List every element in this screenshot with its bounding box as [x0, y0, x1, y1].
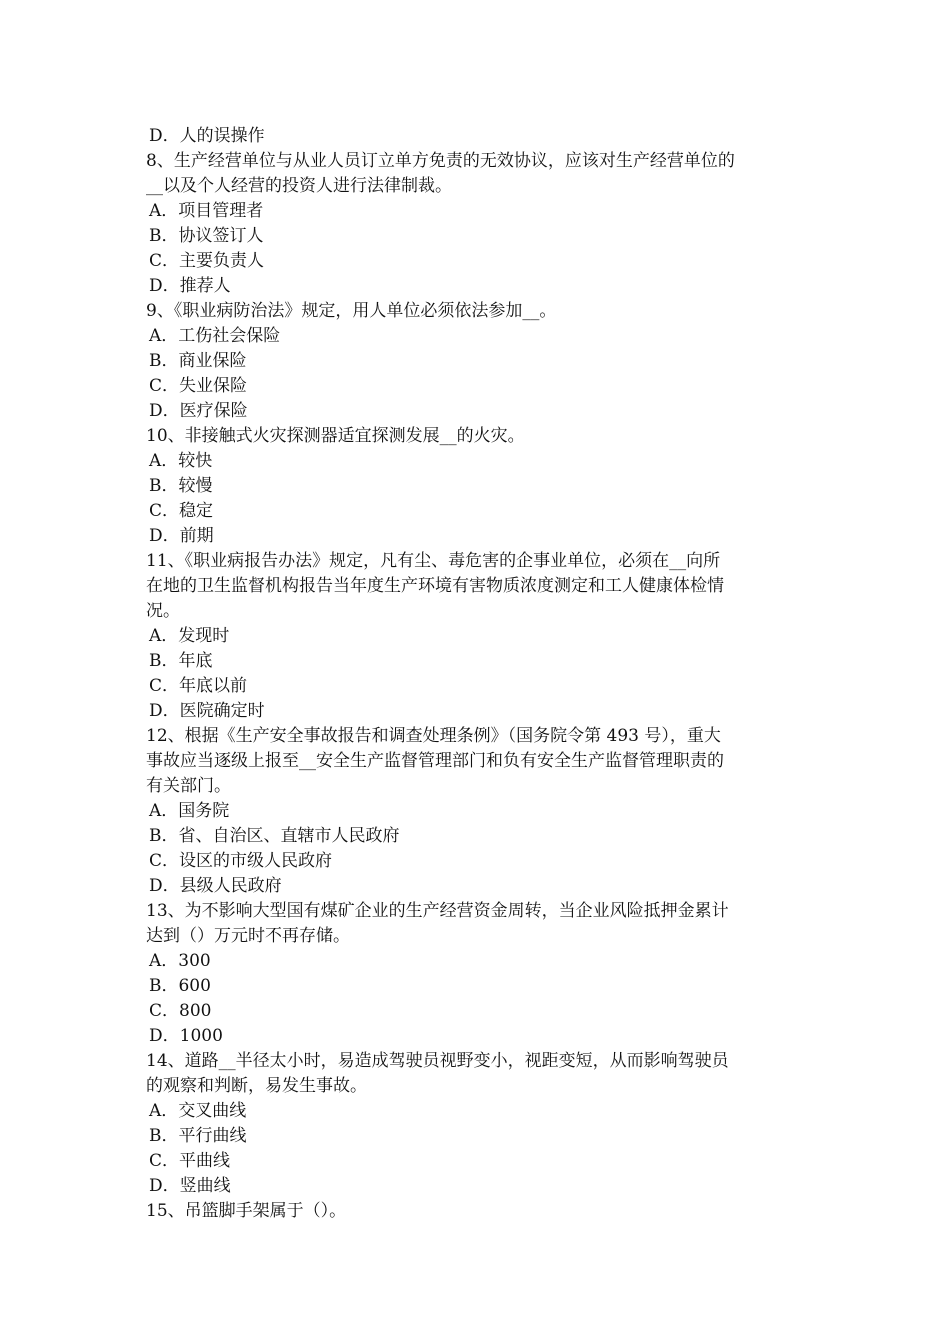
question-text: 13、为不影响大型国有煤矿企业的生产经营资金周转，当企业风险抵押金累计: [146, 901, 729, 921]
question-text: 的观察和判断，易发生事故。: [146, 1076, 367, 1096]
answer-option: C．主要负责人: [149, 251, 265, 271]
answer-option: D．1000: [149, 1026, 223, 1046]
question-text: 事故应当逐级上报至__安全生产监督管理部门和负有安全生产监督管理职责的: [146, 751, 724, 771]
question-text: 11、《职业病报告办法》规定，凡有尘、毒危害的企事业单位，必须在__向所: [146, 551, 721, 571]
question-text: 8、生产经营单位与从业人员订立单方免责的无效协议，应该对生产经营单位的: [146, 151, 735, 171]
answer-option: B．省、自治区、直辖市人民政府: [149, 826, 400, 846]
answer-option: D．前期: [149, 526, 214, 546]
document-body: [146, 124, 808, 1224]
answer-option: A．国务院: [149, 801, 230, 821]
answer-option: C．失业保险: [149, 376, 248, 396]
answer-option: B．协议签订人: [149, 226, 264, 246]
question-text: 10、非接触式火灾探测器适宜探测发展__的火灾。: [146, 426, 525, 446]
answer-option: B．较慢: [149, 476, 213, 496]
answer-option: A．交叉曲线: [149, 1101, 247, 1121]
answer-option: D．县级人民政府: [149, 876, 282, 896]
answer-option: C．平曲线: [149, 1151, 231, 1171]
answer-option: A．发现时: [149, 626, 230, 646]
answer-option: D．推荐人: [149, 276, 231, 296]
answer-option: A．项目管理者: [149, 201, 264, 221]
answer-option: B．平行曲线: [149, 1126, 247, 1146]
answer-option: A．工伤社会保险: [149, 326, 281, 346]
answer-option: D．医疗保险: [149, 401, 248, 421]
answer-option: C．稳定: [149, 501, 214, 521]
answer-option: A．300: [149, 951, 211, 971]
question-text: 在地的卫生监督机构报告当年度生产环境有害物质浓度测定和工人健康体检情: [146, 576, 724, 596]
question-text: 14、道路__半径太小时，易造成驾驶员视野变小，视距变短，从而影响驾驶员: [146, 1051, 729, 1071]
answer-option: C．设区的市级人民政府: [149, 851, 333, 871]
answer-option: A．较快: [149, 451, 213, 471]
answer-option: B．商业保险: [149, 351, 247, 371]
question-text: 9、《职业病防治法》规定，用人单位必须依法参加__。: [146, 301, 557, 321]
question-text: __以及个人经营的投资人进行法律制裁。: [146, 176, 452, 196]
answer-option: C．年底以前: [149, 676, 248, 696]
question-text: 况。: [146, 601, 180, 621]
answer-option: B．600: [149, 976, 211, 996]
answer-option: D．人的误操作: [149, 126, 265, 146]
answer-option: D．竖曲线: [149, 1176, 231, 1196]
answer-option: D．医院确定时: [149, 701, 265, 721]
question-text: 15、吊篮脚手架属于（）。: [146, 1201, 347, 1221]
question-text: 有关部门。: [146, 776, 231, 796]
answer-option: C．800: [149, 1001, 212, 1021]
answer-option: B．年底: [149, 651, 213, 671]
question-text: 12、根据《生产安全事故报告和调查处理条例》（国务院令第 493 号），重大: [146, 726, 721, 746]
question-text: 达到（）万元时不再存储。: [146, 926, 350, 946]
